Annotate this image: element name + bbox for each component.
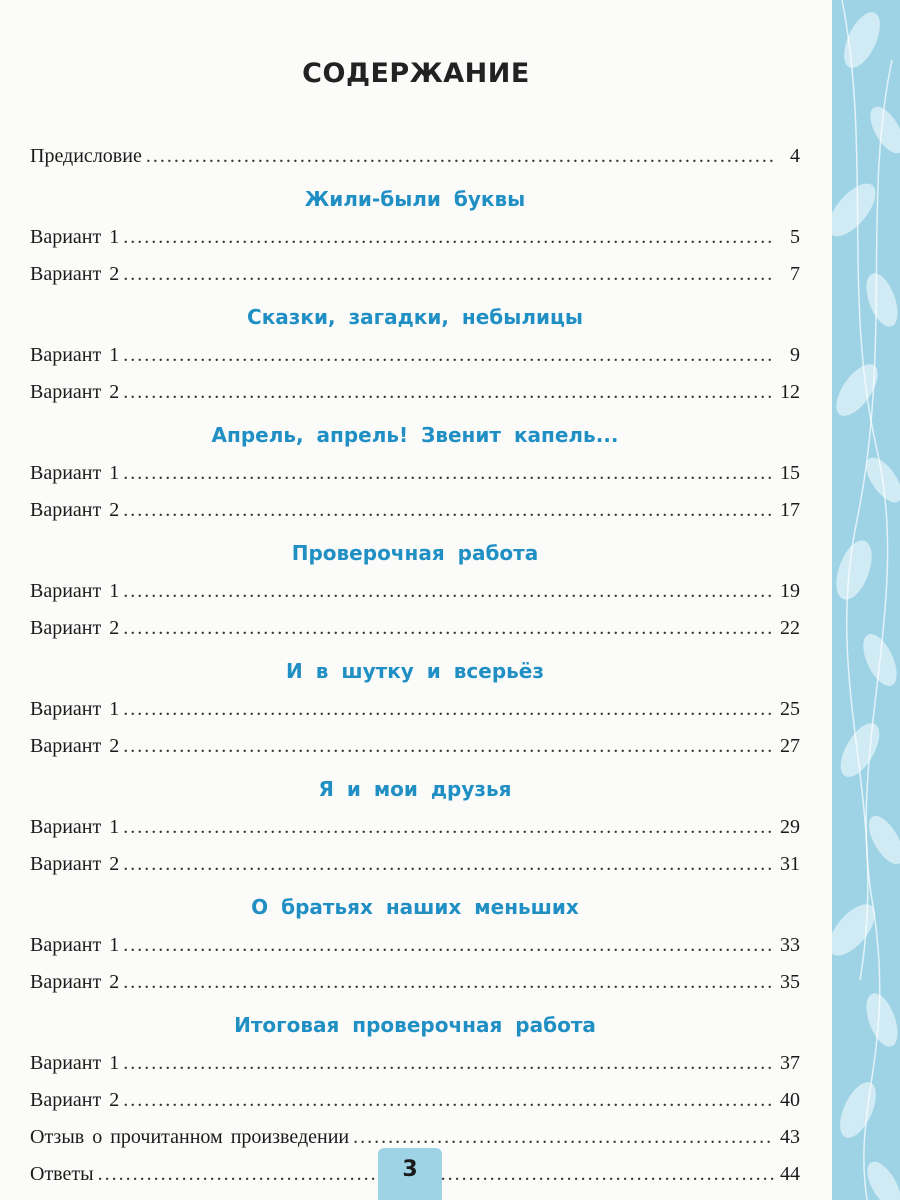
page-title: СОДЕРЖАНИЕ (302, 58, 530, 89)
section-heading: Проверочная работа (291, 541, 539, 565)
toc-entry (30, 809, 800, 846)
toc-section-6 (30, 883, 800, 1001)
leaf-pattern-icon (832, 0, 900, 1200)
toc-entry-page: 19 (780, 580, 800, 602)
leader-dots (123, 809, 774, 846)
leader-dots (123, 846, 774, 883)
toc-entry (30, 256, 800, 293)
toc-entry-label: Вариант 1 (30, 934, 120, 956)
toc-entry (30, 337, 800, 374)
toc-entry-label: Вариант 1 (30, 1052, 120, 1074)
toc-entry-label: Вариант 2 (30, 263, 120, 285)
leaf-pattern-border (832, 0, 900, 1200)
toc-entry-page: 9 (790, 344, 800, 366)
toc-entry-page: 15 (780, 462, 800, 484)
toc-entry (30, 573, 800, 610)
toc-section-2 (30, 411, 800, 529)
leader-dots (123, 927, 774, 964)
leader-dots (123, 573, 774, 610)
toc-entry-page: 31 (780, 853, 800, 875)
toc-entry-page: 25 (780, 698, 800, 720)
leader-dots (123, 219, 774, 256)
leader-dots (123, 337, 774, 374)
toc-section-5 (30, 765, 800, 883)
toc-section-3 (30, 529, 800, 647)
toc-entry-label: Предисловие (30, 145, 142, 167)
leader-dots (123, 492, 774, 529)
toc-entry (30, 610, 800, 647)
toc-entry (30, 1045, 800, 1082)
toc-entry-label: Вариант 2 (30, 971, 120, 993)
toc-entry (30, 455, 800, 492)
toc-entry-page: 12 (780, 381, 800, 403)
leader-dots (123, 964, 774, 1001)
leader-dots (123, 256, 774, 293)
toc-entry-label: Вариант 1 (30, 226, 120, 248)
toc-entry (30, 728, 800, 765)
toc-entry (30, 219, 800, 256)
toc-entry-label: Вариант 1 (30, 816, 120, 838)
leader-dots (123, 374, 774, 411)
toc-entry-label: Вариант 1 (30, 580, 120, 602)
toc-entry (30, 691, 800, 728)
section-heading: Сказки, загадки, небылицы (247, 305, 583, 329)
table-of-contents (30, 138, 800, 1193)
toc-entry-page: 22 (780, 617, 800, 639)
toc-entry-page: 17 (780, 499, 800, 521)
toc-entry-label: Вариант 1 (30, 462, 120, 484)
section-heading: И в шутку и всерьёз (286, 659, 544, 683)
toc-entry-label: Ответы (30, 1163, 94, 1185)
section-heading: Я и мои друзья (318, 777, 512, 801)
toc-entry-label: Вариант 2 (30, 1089, 120, 1111)
toc-entry-page: 44 (780, 1163, 800, 1185)
toc-entry-page: 7 (790, 263, 800, 285)
toc-section-1 (30, 293, 800, 411)
toc-entry (30, 374, 800, 411)
toc-entry-label: Вариант 2 (30, 381, 120, 403)
leader-dots (123, 691, 774, 728)
section-heading: Итоговая проверочная работа (234, 1013, 596, 1037)
leader-dots (123, 728, 774, 765)
toc-entry-page: 33 (780, 934, 800, 956)
toc-section-4 (30, 647, 800, 765)
leader-dots (123, 455, 774, 492)
toc-entry-page: 5 (790, 226, 800, 248)
toc-entry-page: 4 (790, 145, 800, 167)
toc-entry-label: Отзыв о прочитанном произведении (30, 1126, 350, 1148)
leader-dots (123, 1045, 774, 1082)
toc-entry-page: 40 (780, 1089, 800, 1111)
toc-entry-page: 29 (780, 816, 800, 838)
toc-entry-page: 27 (780, 735, 800, 757)
toc-entry-page: 37 (780, 1052, 800, 1074)
toc-entry-page: 43 (780, 1126, 800, 1148)
section-heading: О братьях наших меньших (251, 895, 579, 919)
toc-section-7 (30, 1001, 800, 1119)
page-number-badge: 3 (378, 1148, 442, 1200)
toc-section-0 (30, 175, 800, 293)
leader-dots (123, 610, 774, 647)
toc-entry (30, 1082, 800, 1119)
leader-dots (146, 138, 774, 175)
toc-entry-label: Вариант 2 (30, 499, 120, 521)
leader-dots (123, 1082, 774, 1119)
section-heading: Апрель, апрель! Звенит капель... (211, 423, 619, 447)
toc-entry-label: Вариант 1 (30, 698, 120, 720)
toc-entry-label: Вариант 2 (30, 735, 120, 757)
toc-entry-preface (30, 138, 800, 175)
toc-entry-label: Вариант 1 (30, 344, 120, 366)
toc-entry-label: Вариант 2 (30, 617, 120, 639)
toc-entry-label: Вариант 2 (30, 853, 120, 875)
toc-entry (30, 964, 800, 1001)
toc-entry (30, 846, 800, 883)
toc-entry (30, 492, 800, 529)
toc-entry-page: 35 (780, 971, 800, 993)
toc-entry (30, 927, 800, 964)
section-heading: Жили-были буквы (304, 187, 526, 211)
